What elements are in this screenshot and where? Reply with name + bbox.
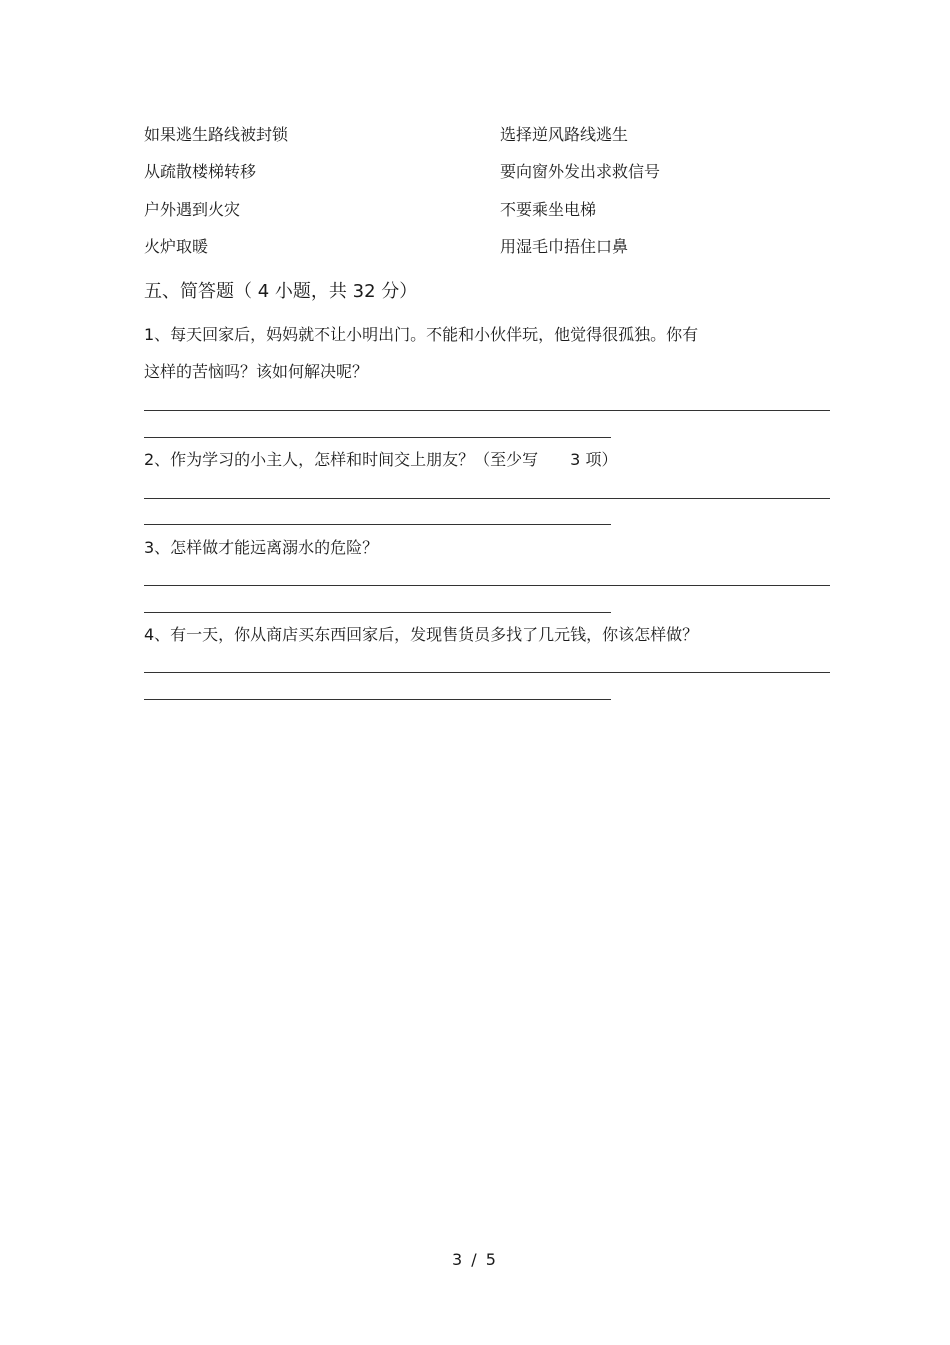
section-heading: 五、简答题（ 4 小题，共 32 分）	[144, 281, 418, 302]
answer-line[interactable]	[144, 672, 830, 673]
answer-line[interactable]	[144, 410, 830, 411]
answer-line[interactable]	[144, 437, 611, 438]
question-2-text: 2、作为学习的小主人，怎样和时间交上朋友？（至少写 3 项）	[144, 450, 618, 469]
matching-right-item: 要向窗外发出求救信号	[500, 162, 661, 181]
question-1-text: 1、每天回家后，妈妈就不让小明出门。不能和小伙伴玩，他觉得很孤独。你有	[144, 325, 699, 344]
answer-line[interactable]	[144, 524, 611, 525]
matching-right-item: 选择逆风路线逃生	[500, 125, 629, 144]
matching-right-item: 不要乘坐电梯	[500, 200, 597, 219]
page-number: 3 / 5	[452, 1250, 498, 1269]
answer-line[interactable]	[144, 612, 611, 613]
answer-line[interactable]	[144, 498, 830, 499]
question-1-text-cont: 这样的苦恼吗？该如何解决呢？	[144, 362, 369, 381]
matching-right-item: 用湿毛巾捂住口鼻	[500, 237, 629, 256]
question-4-text: 4、有一天，你从商店买东西回家后，发现售货员多找了几元钱，你该怎样做？	[144, 625, 699, 644]
matching-left-item: 如果逃生路线被封锁	[144, 125, 289, 144]
matching-left-item: 户外遇到火灾	[144, 200, 241, 219]
matching-left-item: 火炉取暖	[144, 237, 209, 256]
answer-line[interactable]	[144, 699, 611, 700]
question-3-text: 3、怎样做才能远离溺水的危险？	[144, 538, 379, 557]
answer-line[interactable]	[144, 585, 830, 586]
matching-left-item: 从疏散楼梯转移	[144, 162, 257, 181]
